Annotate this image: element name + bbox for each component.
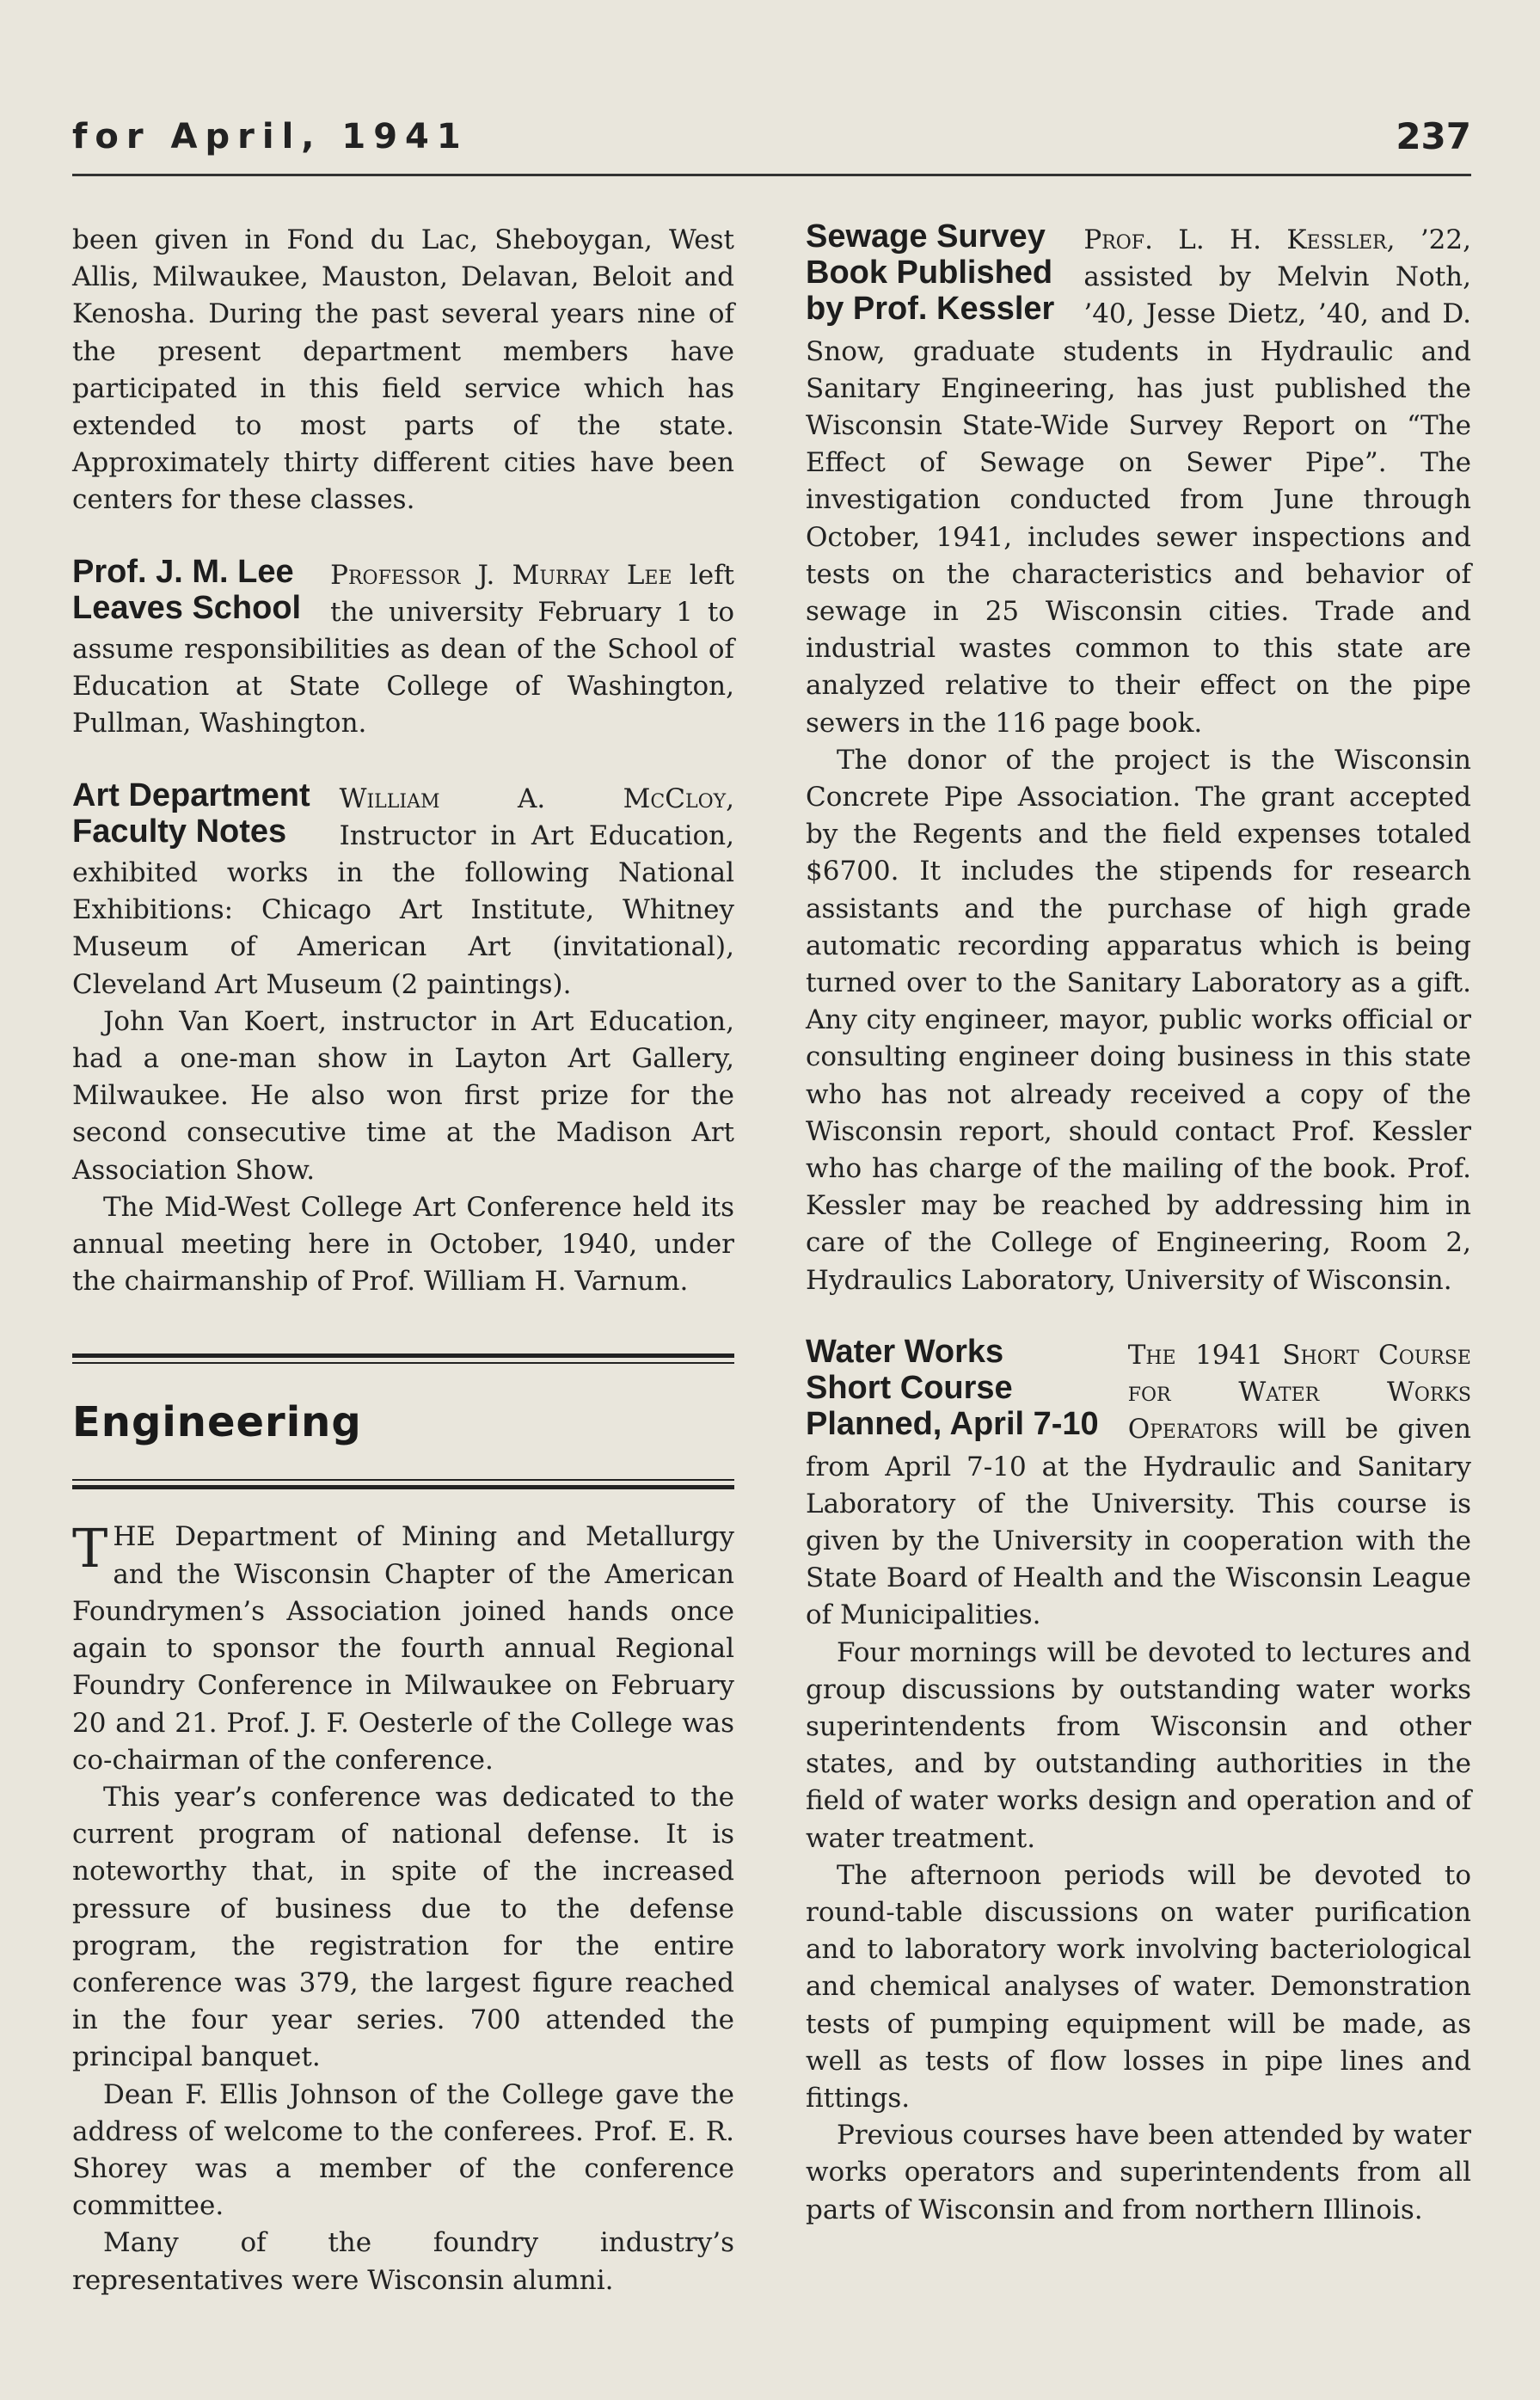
art-headline-line1: Art Department (72, 776, 310, 813)
art-text-1: , Instructor in Art Education, exhibited works in the following National Exhibitions: Chicago Art Institute, Whitney Museum of American Art (invitational), Cleveland Art Museum (2 paintings). (72, 783, 734, 1000)
engineering-paragraph-3: Dean F. Ellis Johnson of the College gave the address of welcome to the conferees. Prof. E. R. Shorey was a member of the conference committee. (72, 2078, 734, 2222)
lee-text: left the university February 1 to assume responsibilities as dean of the School of Education at State College of Washington, Pullman, Washington. (72, 559, 734, 740)
page-number: 237 (1396, 115, 1471, 157)
engineering-title: Engineering (72, 1398, 362, 1447)
sewage-article (806, 218, 1471, 1299)
issue-date: for April, 1941 (72, 117, 469, 157)
engineering-text-1: HE Department of Mining and Metallurgy and the Wisconsin Chapter of the American Foundrymen’s Association joined hands once again to sponsor the fourth annual Regional Foundry Conference in Milwaukee on February 20 and 21. Prof. J. F. Oesterle of the College was co-chairman of the conference. (72, 1521, 734, 1776)
sewage-headline (806, 218, 1054, 327)
art-headline-line2: Faculty Notes (72, 813, 287, 850)
engineering-paragraph-4: Many of the foundry industry’s representatives were Wisconsin alumni. (72, 2227, 734, 2296)
water-headline-line3: Planned, April 7-10 (806, 1405, 1099, 1442)
lee-lead: Professor J. Murray Lee (330, 559, 672, 591)
lee-headline-line1: Prof. J. M. Lee (72, 553, 294, 590)
lee-headline-line2: Leaves School (72, 589, 302, 626)
art-headline (72, 777, 310, 850)
art-article (72, 776, 734, 1301)
water-paragraph-2: Four mornings will be devoted to lectures and group discussions by outstanding water works superintendents from Wisconsin and other states, and by outstanding authorities in the field of water works design and operation and of water treatment. (806, 1636, 1471, 1854)
left-column (72, 222, 734, 2299)
water-article (806, 1333, 1471, 2229)
water-paragraph-3: The afternoon periods will be devoted to round-table discussions on water purification and to laboratory work involving bacteriological and chemical analyses of water. Demonstration tests of pumping equipment will be made, as well as tests of flow losses in pipe lines and fittings. (806, 1859, 1471, 2114)
sewage-paragraph-2: The donor of the project is the Wisconsin Concrete Pipe Association. The grant accepted by the Regents and the field expenses totaled $6700. It includes the stipends for research assistants and the purchase of high grade automatic recording apparatus which is being turned over to the Sanitary Laboratory as a gift. Any city engineer, mayor, public works official or consulting engineer doing business in this state who has not already received a copy of the Wisconsin report, should contact Prof. Kessler who has charge of the mailing of the book. Prof. Kessler may be reached by addressing him in care of the College of Engineering, Room 2, Hydraulics Laboratory, University of Wisconsin. (806, 744, 1471, 1296)
art-paragraph-3: The Mid-West College Art Conference held its annual meeting here in October, 1940, under the chairmanship of Prof. William H. Varnum. (72, 1191, 734, 1298)
art-lead: William A. McCloy (339, 783, 727, 814)
sewage-headline-line1: Sewage Survey (806, 218, 1046, 255)
sewage-headline-line3: by Prof. Kessler (806, 291, 1055, 327)
intro-paragraph: been given in Fond du Lac, Sheboygan, West Allis, Milwaukee, Mauston, Delavan, Beloit and Kenosha. During the past several years nine of the present department members have participated in this field service which has extended to most parts of the state. Approximately thirty different cities have been centers for these classes. (72, 224, 734, 516)
engineering-top-rule (72, 1353, 734, 1364)
engineering-paragraph-2: This year’s conference was dedicated to the current program of national defense. It is noteworthy that, in spite of the increased pressure of business due to the defense program, the registration for the entire conference was 379, the largest figure reached in the four year series. 700 attended the principal banquet. (72, 1781, 734, 2073)
art-paragraph-2: John Van Koert, instructor in Art Education, had a one-man show in Layton Art Gallery, Milwaukee. He also won first prize for the second consecutive time at the Madison Art Association Show. (72, 1005, 734, 1186)
engineering-article (72, 1519, 734, 2299)
sewage-lead: Prof. L. H. Kessler (1083, 224, 1387, 255)
engineering-paragraph-1 (72, 1519, 734, 1778)
sewage-text-1: , ’22, assisted by Melvin Noth, ’40, Jesse Dietz, ’40, and D. Snow, graduate students in Hydraulic and Sanitary Engineering, has just published the Wisconsin State-Wide Survey Report on “The Effect of Sewage on Sewer Pipe”. The investigation conducted from June through October, 1941, includes sewer inspections and tests on the characteristics and behavior of sewage in 25 Wisconsin cities. Trade and industrial wastes common to this state are analyzed relative to their effect on the pipe sewers in the 116 page book. (806, 224, 1471, 739)
water-lead: The 1941 Short Course for Water Works Operators (1127, 1339, 1471, 1446)
page-header (72, 105, 1471, 176)
water-headline (806, 1334, 1099, 1442)
water-text-1: will be given from April 7-10 at the Hydraulic and Sanitary Laboratory of the University. This course is given by the University in cooperation with the State Board of Health and the Wisconsin League of Municipalities. (806, 1414, 1471, 1631)
lee-article (72, 553, 734, 743)
intro-section (72, 222, 734, 519)
engineering-bottom-rule (72, 1479, 734, 1489)
sewage-headline-line2: Book Published (806, 255, 1053, 291)
right-column (806, 218, 1471, 2229)
lee-headline (72, 554, 301, 626)
water-headline-line1: Water Works (806, 1333, 1004, 1370)
water-headline-line2: Short Course (806, 1369, 1013, 1406)
drop-cap: T (72, 1517, 108, 1581)
water-paragraph-4: Previous courses have been attended by water works operators and superintendents from all parts of Wisconsin and from northern Illinois. (806, 2120, 1471, 2225)
